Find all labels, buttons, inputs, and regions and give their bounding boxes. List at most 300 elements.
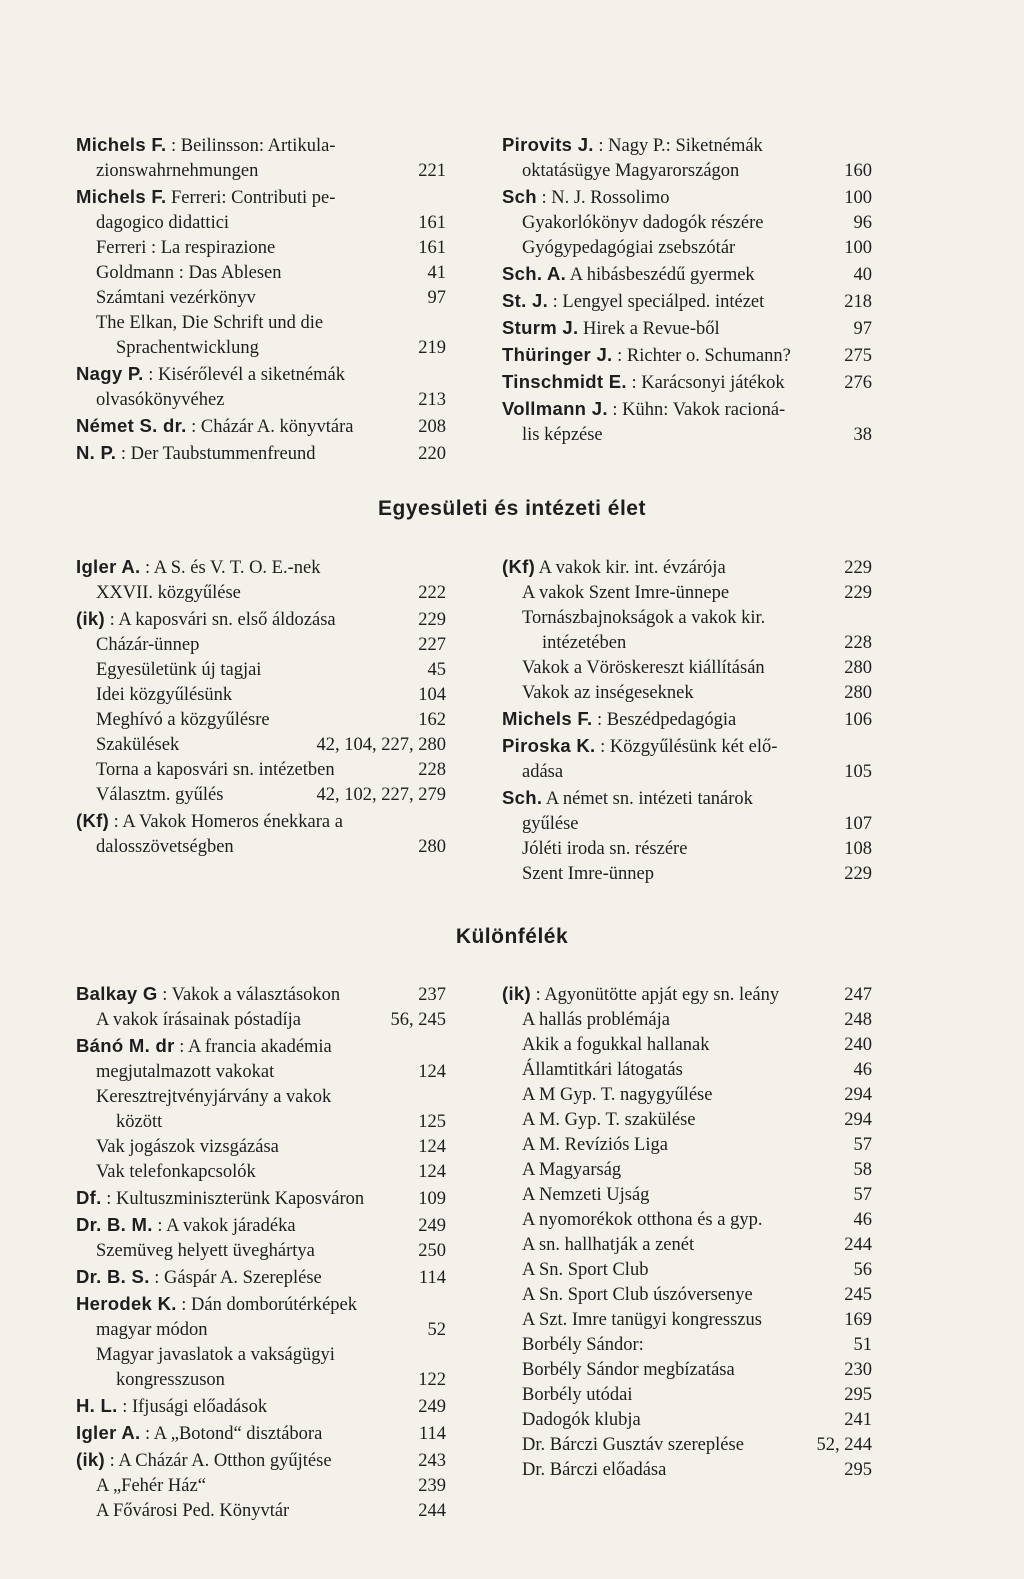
entry-title: A M Gyp. T. nagygyűlése (522, 1085, 713, 1105)
entry-text (502, 981, 836, 1008)
entry-first-line (96, 1137, 279, 1157)
entry-text (502, 1358, 836, 1383)
entry-first-line (522, 1285, 753, 1305)
entry-first-line (502, 292, 764, 312)
index-entry (76, 981, 446, 1008)
entry-first-line (522, 864, 654, 884)
entry-title: Goldmann : Das Ablesen (96, 263, 282, 283)
entry-title: : Kultuszminiszterünk Kaposváron (106, 1189, 365, 1209)
entry-title: : A Vakok Homeros énekkara a (113, 812, 343, 832)
entry-first-line (522, 1085, 712, 1105)
entry-text (502, 1383, 836, 1408)
entry-text (76, 184, 410, 236)
entry-title: : A vakok járadéka (157, 1216, 296, 1236)
entry-page-number: 114 (418, 1424, 446, 1444)
entry-continuation: megjutalmazott vakokat (96, 1062, 275, 1082)
entry-text (76, 413, 410, 440)
index-entry (76, 1343, 446, 1393)
entry-page-number: 249 (418, 1216, 446, 1236)
index-entry (502, 1183, 872, 1208)
entry-first-line (502, 265, 755, 285)
entry-first-line (502, 319, 720, 339)
entry-text (76, 1420, 411, 1447)
entry-page-number: 125 (418, 1112, 446, 1132)
index-entry (76, 733, 446, 758)
entry-page-number: 104 (418, 685, 446, 705)
entry-text (502, 706, 836, 733)
entry-page-number: 161 (418, 238, 446, 258)
entry-page-number: 245 (844, 1285, 872, 1305)
entry-text (76, 1499, 410, 1524)
entry-title: Idei közgyűlésünk (96, 685, 233, 705)
entry-title: A M. Revíziós Liga (522, 1135, 668, 1155)
entry-first-line (96, 685, 232, 705)
entry-first-line (76, 1268, 322, 1288)
entry-text (76, 633, 410, 658)
entry-title: A nyomorékok otthona és a gyp. (522, 1210, 763, 1230)
index-entry (76, 236, 446, 261)
entry-page-number: 42, 102, 227, 279 (316, 785, 446, 805)
entry-text (76, 554, 410, 606)
entry-author: Pirovits J. (502, 134, 594, 155)
entry-page-number: 45 (427, 660, 446, 680)
entry-title: A Nemzeti Ujság (522, 1185, 650, 1205)
entry-title: : Beilinsson: Artikula- (171, 136, 336, 156)
entry-page-number: 56, 245 (390, 1010, 446, 1030)
entry-first-line (522, 1360, 735, 1380)
entry-first-line (522, 1060, 683, 1080)
entry-page-number: 250 (418, 1241, 446, 1261)
index-entry (76, 132, 446, 184)
entry-continuation: intézetében (542, 633, 627, 653)
index-entry (76, 1447, 446, 1474)
entry-page-number: 228 (418, 760, 446, 780)
entry-first-line (96, 238, 275, 258)
entry-first-line (96, 288, 256, 308)
entry-text (502, 184, 836, 211)
entry-title: A vakok kir. int. évzárója (538, 558, 726, 578)
entry-page-number: 161 (418, 213, 446, 233)
section-heading-associations: Egyesületi és intézeti élet (378, 497, 646, 520)
index-entry (502, 656, 872, 681)
index-entry (502, 1283, 872, 1308)
index-entry (502, 184, 872, 211)
entry-page-number: 280 (418, 837, 446, 857)
top-left-column (76, 132, 446, 467)
index-entry (76, 1420, 446, 1447)
entry-first-line (96, 1501, 289, 1521)
index-entry (502, 733, 872, 785)
entry-text (76, 1212, 410, 1239)
entry-text (76, 1008, 383, 1033)
index-entry (76, 286, 446, 311)
entry-page-number: 124 (418, 1062, 446, 1082)
entry-page-number: 208 (418, 417, 446, 437)
entry-page-number: 227 (418, 635, 446, 655)
entry-page-number: 46 (853, 1210, 872, 1230)
entry-first-line (76, 812, 343, 832)
entry-text (76, 1447, 410, 1474)
entry-text (502, 1158, 846, 1183)
entry-first-line (522, 1410, 641, 1430)
entry-continuation: között (116, 1112, 163, 1132)
entry-text (76, 261, 420, 286)
entry-title: : A „Botond“ disztábora (145, 1424, 323, 1444)
entry-first-line (96, 1345, 335, 1365)
entry-page-number: 229 (418, 610, 446, 630)
entry-title: Vakok a Vöröskereszt kiállításán (522, 658, 765, 678)
entry-title: Torna a kaposvári sn. intézetben (96, 760, 335, 780)
entry-first-line (522, 1260, 648, 1280)
entry-author: Michels F. (502, 708, 593, 729)
entry-first-line (522, 608, 765, 628)
entry-first-line (96, 1087, 331, 1107)
entry-first-line (502, 400, 785, 420)
entry-page-number: 46 (853, 1060, 872, 1080)
index-entry (502, 1083, 872, 1108)
entry-first-line (522, 1385, 632, 1405)
top-right-column (502, 132, 872, 448)
entry-text (76, 606, 410, 633)
entry-text (502, 261, 846, 288)
index-entry (76, 606, 446, 633)
entry-text (502, 681, 836, 706)
entry-text (502, 1233, 836, 1258)
entry-continuation: gyűlése (522, 814, 579, 834)
index-entry (76, 1393, 446, 1420)
entry-title: A vakok írásainak póstadíja (96, 1010, 301, 1030)
index-entry (76, 554, 446, 606)
entry-first-line (96, 660, 261, 680)
entry-title: Választm. gyűlés (96, 785, 224, 805)
entry-title: : Ifjusági előadások (122, 1397, 268, 1417)
entry-text (76, 1085, 410, 1135)
entry-text (76, 286, 420, 311)
entry-author: Herodek K. (76, 1293, 177, 1314)
entry-page-number: 239 (418, 1476, 446, 1496)
entry-first-line (96, 1010, 301, 1030)
entry-page-number: 52, 244 (816, 1435, 872, 1455)
entry-first-line (522, 1135, 668, 1155)
entry-page-number: 219 (418, 338, 446, 358)
entry-title: : Kisérőlevél a siketnémák (148, 365, 345, 385)
entry-author: Dr. B. M. (76, 1214, 153, 1235)
entry-first-line (96, 760, 335, 780)
index-entry (76, 708, 446, 733)
entry-author: St. J. (502, 290, 549, 311)
entry-page-number: 100 (844, 188, 872, 208)
entry-text (76, 361, 410, 413)
entry-first-line (96, 635, 199, 655)
index-entry (502, 1158, 872, 1183)
entry-first-line (96, 735, 179, 755)
entry-continuation: Sprachentwicklung (116, 338, 259, 358)
entry-first-line (522, 683, 694, 703)
entry-title: The Elkan, Die Schrift und die (96, 313, 324, 333)
entry-title: Szakülések (96, 735, 180, 755)
entry-title: A Sn. Sport Club (522, 1260, 649, 1280)
index-entry (502, 236, 872, 261)
index-entry (76, 1212, 446, 1239)
entry-first-line (96, 1476, 206, 1496)
entry-text (502, 1458, 836, 1483)
entry-text (502, 236, 836, 261)
entry-page-number: 280 (844, 658, 872, 678)
entry-first-line (522, 658, 765, 678)
entry-page-number: 294 (844, 1110, 872, 1130)
entry-title: Ferreri: Contributi pe- (171, 188, 336, 208)
entry-first-line (522, 1335, 644, 1355)
index-entry (76, 683, 446, 708)
index-entry (502, 581, 872, 606)
entry-text (76, 440, 410, 467)
entry-page-number: 222 (418, 583, 446, 603)
index-entry (502, 132, 872, 184)
entry-text (76, 758, 410, 783)
entry-first-line (522, 1010, 670, 1030)
entry-author: Sturm J. (502, 317, 579, 338)
index-entry (76, 658, 446, 683)
entry-author: Bánó M. dr (76, 1035, 175, 1056)
entry-title: Államtitkári látogatás (522, 1060, 683, 1080)
entry-title: : A kaposvári sn. első áldozása (109, 610, 336, 630)
index-entry (76, 184, 446, 236)
entry-title: Szemüveg helyett üveghártya (96, 1241, 315, 1261)
entry-title: : Agyonütötte apját egy sn. leány (535, 985, 780, 1005)
entry-text (76, 1264, 411, 1291)
entry-text (502, 606, 836, 656)
entry-title: Dadogók klubja (522, 1410, 641, 1430)
entry-text (502, 1408, 836, 1433)
entry-title: A vakok Szent Imre-ünnepe (522, 583, 730, 603)
entry-text (502, 656, 836, 681)
index-entry (76, 1033, 446, 1085)
entry-text (502, 1433, 809, 1458)
index-entry (76, 1160, 446, 1185)
entry-title: : Vakok a választásokon (162, 985, 341, 1005)
index-entry (76, 783, 446, 808)
entry-author: Sch. (502, 787, 543, 808)
entry-page-number: 229 (844, 864, 872, 884)
section-heading-miscellaneous: Különfélék (455, 925, 569, 948)
entry-author: Nagy P. (76, 363, 144, 384)
index-entry (502, 1458, 872, 1483)
entry-first-line (76, 365, 345, 385)
entry-continuation: oktatásügye Magyarországon (522, 161, 740, 181)
entry-title: A Magyarság (522, 1160, 622, 1180)
entry-first-line (522, 213, 763, 233)
entry-page-number: 38 (853, 425, 872, 445)
entry-first-line (502, 558, 726, 578)
entry-author: (ik) (76, 1449, 105, 1470)
entry-title: : Kühn: Vakok racioná- (612, 400, 786, 420)
entry-text (502, 1333, 846, 1358)
entry-author: Igler A. (76, 556, 141, 577)
entry-title: Jóléti iroda sn. részére (522, 839, 688, 859)
entry-continuation: lis képzése (522, 425, 603, 445)
entry-title: : Beszédpedagógia (597, 710, 737, 730)
entry-title: Dr. Bárczi Gusztáv szereplése (522, 1435, 744, 1455)
entry-continuation: kongresszuson (116, 1370, 225, 1390)
index-entry (502, 981, 872, 1008)
entry-text (502, 1258, 846, 1283)
entry-text (76, 981, 410, 1008)
entry-author: Tinschmidt E. (502, 371, 627, 392)
entry-page-number: 169 (844, 1310, 872, 1330)
index-entry (502, 1433, 872, 1458)
entry-first-line (522, 1310, 762, 1330)
index-entry (502, 1108, 872, 1133)
entry-title: Gyógypedagógiai zsebszótár (522, 238, 736, 258)
entry-first-line (96, 785, 223, 805)
index-entry (502, 681, 872, 706)
index-entry (502, 1208, 872, 1233)
entry-text (502, 1083, 836, 1108)
entry-first-line (76, 1451, 332, 1471)
entry-title: Meghívó a közgyűlésre (96, 710, 270, 730)
entry-text (76, 1474, 410, 1499)
index-entry (76, 1239, 446, 1264)
entry-first-line (502, 136, 763, 156)
entry-text (502, 315, 846, 342)
miscellaneous-left-column (76, 981, 446, 1524)
entry-text (76, 132, 410, 184)
entry-text (76, 783, 309, 808)
entry-page-number: 57 (853, 1135, 872, 1155)
entry-title: Vakok az inségeseknek (522, 683, 694, 703)
entry-text (502, 862, 836, 887)
index-entry (502, 342, 872, 369)
entry-author: Michels F. (76, 186, 167, 207)
entry-author: (ik) (76, 608, 105, 629)
entry-title: A Sn. Sport Club úszóversenye (522, 1285, 753, 1305)
index-entry (76, 1135, 446, 1160)
entry-text (76, 1185, 410, 1212)
entry-first-line (502, 737, 777, 757)
entry-page-number: 295 (844, 1460, 872, 1480)
entry-first-line (76, 417, 354, 437)
entry-author: Balkay G (76, 983, 158, 1004)
entry-page-number: 56 (853, 1260, 872, 1280)
entry-first-line (522, 1460, 666, 1480)
entry-page-number: 220 (418, 444, 446, 464)
index-entry (502, 288, 872, 315)
entry-title: Ferreri : La respirazione (96, 238, 276, 258)
entry-first-line (502, 710, 736, 730)
index-entry (502, 785, 872, 837)
entry-continuation: XXVII. közgyűlése (96, 583, 241, 603)
entry-page-number: 51 (853, 1335, 872, 1355)
index-entry (502, 1383, 872, 1408)
entry-page-number: 230 (844, 1360, 872, 1380)
index-entry (502, 1358, 872, 1383)
entry-first-line (522, 1435, 744, 1455)
entry-text (502, 1033, 836, 1058)
entry-author: Igler A. (76, 1422, 141, 1443)
index-entry (76, 633, 446, 658)
entry-page-number: 280 (844, 683, 872, 703)
entry-page-number: 108 (844, 839, 872, 859)
entry-page-number: 213 (418, 390, 446, 410)
entry-title: Borbély Sándor megbízatása (522, 1360, 735, 1380)
index-entry (76, 413, 446, 440)
entry-author: Piroska K. (502, 735, 596, 756)
entry-title: Hirek a Revue-ből (583, 319, 720, 339)
entry-author: (ik) (502, 983, 531, 1004)
entry-page-number: 248 (844, 1010, 872, 1030)
index-entry (76, 1474, 446, 1499)
entry-page-number: 276 (844, 373, 872, 393)
index-entry (76, 1085, 446, 1135)
entry-first-line (76, 558, 320, 578)
entry-text (502, 554, 836, 581)
entry-text (502, 1008, 836, 1033)
entry-first-line (522, 1110, 696, 1130)
entry-page-number: 52 (427, 1320, 446, 1340)
entry-text (502, 1183, 846, 1208)
entry-first-line (76, 1424, 322, 1444)
entry-continuation: dalosszövetségben (96, 837, 234, 857)
index-entry (502, 1058, 872, 1083)
entry-author: Dr. B. S. (76, 1266, 150, 1287)
entry-page-number: 162 (418, 710, 446, 730)
entry-text (502, 132, 836, 184)
entry-title: : A francia akadémia (179, 1037, 332, 1057)
entry-title: Szent Imre-ünnep (522, 864, 655, 884)
entry-page-number: 105 (844, 762, 872, 782)
entry-title: Gyakorlókönyv dadogók részére (522, 213, 764, 233)
entry-text (76, 683, 410, 708)
entry-first-line (502, 789, 753, 809)
entry-title: : A Cházár A. Otthon gyűjtése (109, 1451, 332, 1471)
index-entry (502, 1133, 872, 1158)
entry-first-line (522, 1185, 649, 1205)
entry-author: N. P. (76, 442, 117, 463)
entry-author: (Kf) (76, 810, 110, 831)
entry-page-number: 295 (844, 1385, 872, 1405)
entry-title: Borbély utódai (522, 1385, 633, 1405)
entry-title: Borbély Sándor: (522, 1335, 644, 1355)
index-entry (76, 440, 446, 467)
entry-page-number: 96 (853, 213, 872, 233)
index-entry (502, 1008, 872, 1033)
entry-text (76, 808, 410, 860)
entry-title: A M. Gyp. T. szakülése (522, 1110, 696, 1130)
entry-first-line (502, 346, 791, 366)
entry-author: (Kf) (502, 556, 536, 577)
entry-text (502, 1283, 836, 1308)
entry-page-number: 97 (853, 319, 872, 339)
entry-text (502, 1208, 846, 1233)
entry-title: Magyar javaslatok a vakságügyi (96, 1345, 335, 1365)
entry-author: Thüringer J. (502, 344, 613, 365)
entry-page-number: 229 (844, 583, 872, 603)
entry-title: Dr. Bárczi előadása (522, 1460, 667, 1480)
entry-text (76, 311, 410, 361)
index-entry (502, 606, 872, 656)
entry-page-number: 294 (844, 1085, 872, 1105)
entry-first-line (502, 985, 779, 1005)
entry-text (502, 733, 836, 785)
entry-page-number: 228 (844, 633, 872, 653)
entry-page-number: 241 (844, 1410, 872, 1430)
miscellaneous-right-column (502, 981, 872, 1483)
index-entry (76, 1291, 446, 1343)
entry-title: Egyesületünk új tagjai (96, 660, 262, 680)
entry-page-number: 41 (427, 263, 446, 283)
entry-page-number: 124 (418, 1137, 446, 1157)
index-entry (76, 1499, 446, 1524)
